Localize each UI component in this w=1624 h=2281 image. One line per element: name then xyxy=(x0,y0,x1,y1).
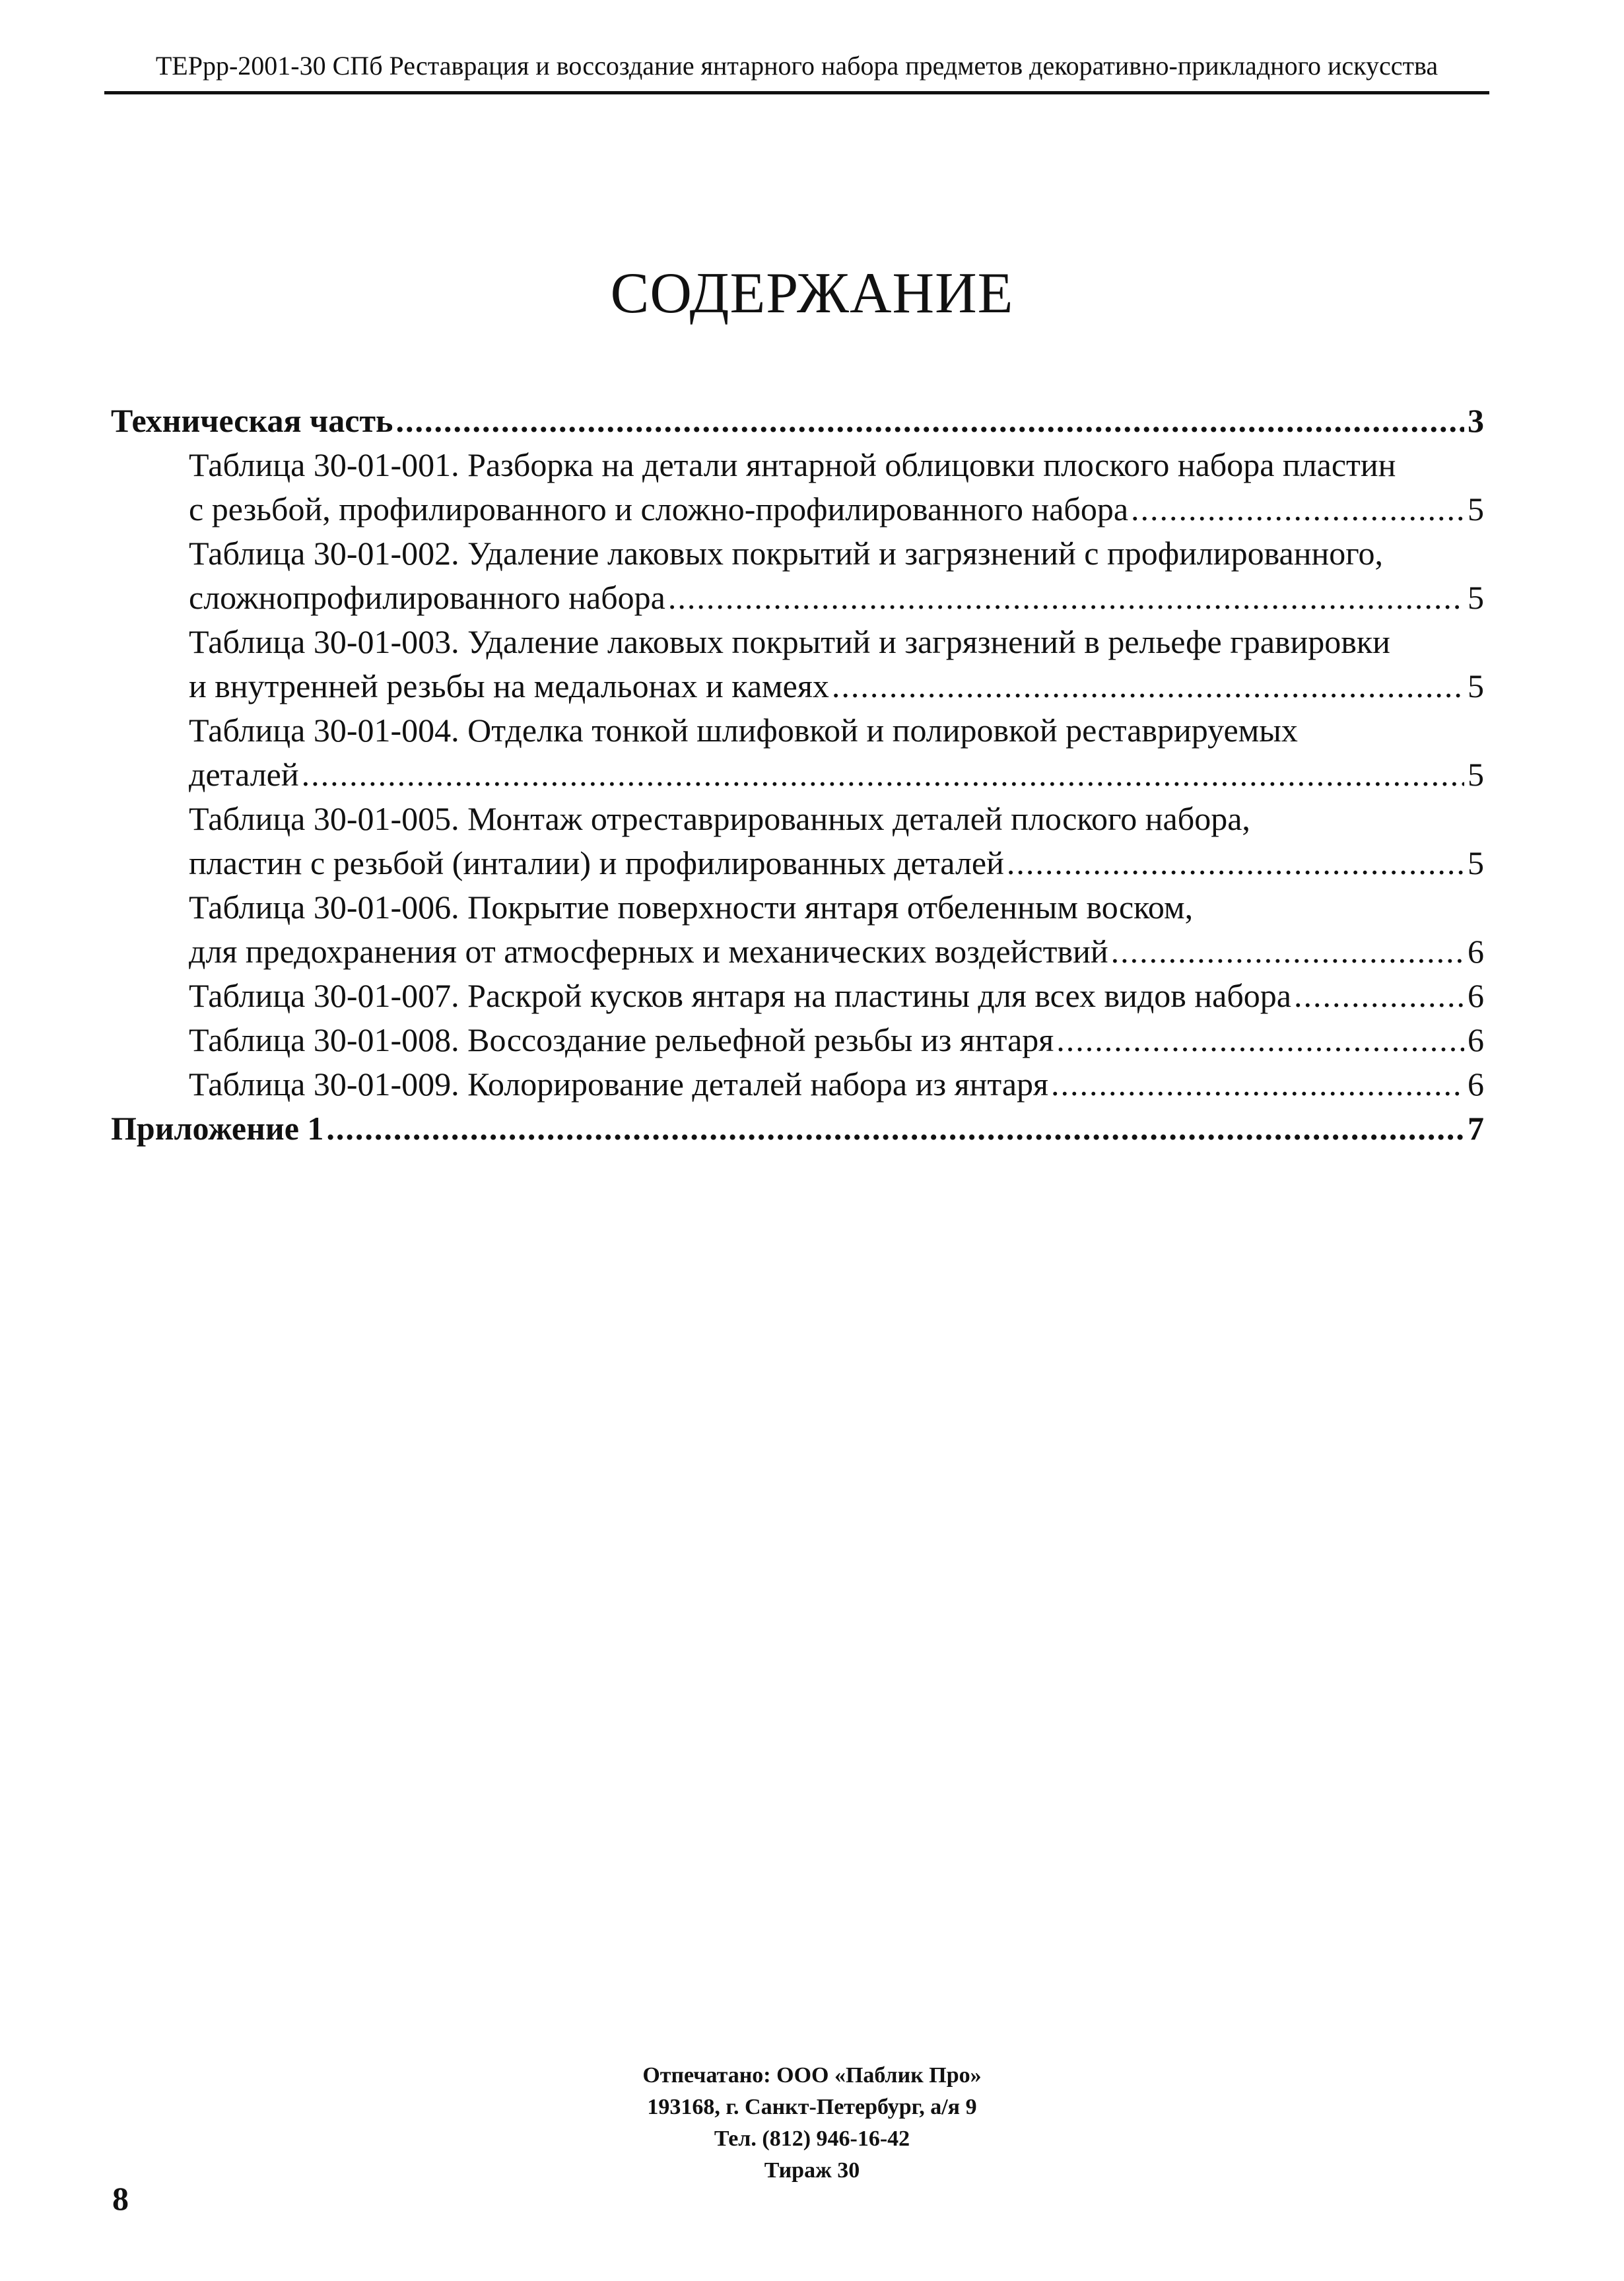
toc-entry-table-30-01-007[interactable] xyxy=(189,974,1484,1018)
toc-entry-label: Техническая часть xyxy=(111,402,393,439)
dot-leader xyxy=(668,576,1464,620)
toc-entry-label-line1: Таблица 30-01-002. Удаление лаковых покрытий и загрязнений с профилированного, xyxy=(189,535,1383,572)
toc-entry-label-line2: сложнопрофилированного набора xyxy=(189,579,665,616)
toc-entry-table-30-01-004[interactable] xyxy=(189,708,1484,797)
toc-entry-label-line1: Таблица 30-01-004. Отделка тонкой шлифовкой и полировкой реставрируемых xyxy=(189,712,1298,749)
toc-entry-table-30-01-009[interactable] xyxy=(189,1062,1484,1106)
toc-entry-label-line1: Таблица 30-01-003. Удаление лаковых покрытий и загрязнений в рельефе гравировки xyxy=(189,623,1390,660)
toc-entry-page: 6 xyxy=(1468,1066,1484,1103)
toc-entry-label-line1: Таблица 30-01-005. Монтаж отреставрированных деталей плоского набора, xyxy=(189,800,1250,837)
toc-entry-label-line2: деталей xyxy=(189,756,299,793)
toc-entry-label: Таблица 30-01-008. Воссоздание рельефной резьбы из янтаря xyxy=(189,1021,1054,1058)
toc-entry-label-line2: с резьбой, профилированного и сложно-профилированного набора xyxy=(189,491,1129,528)
dot-leader xyxy=(1111,930,1464,974)
dot-leader xyxy=(1294,974,1464,1018)
dot-leader xyxy=(1056,1018,1464,1062)
toc-entry-label-line2: для предохранения от атмосферных и механических воздействий xyxy=(189,933,1108,970)
toc-entry-page: 6 xyxy=(1468,977,1484,1014)
dot-leader xyxy=(1131,487,1464,531)
toc-entry-page: 6 xyxy=(1468,1021,1484,1058)
toc-entry-table-30-01-001[interactable] xyxy=(189,443,1484,531)
toc-entry-label-line1: Таблица 30-01-001. Разборка на детали янтарной облицовки плоского набора пластин xyxy=(189,446,1396,483)
toc-entry-technical-part[interactable] xyxy=(111,399,1484,443)
toc-entry-page: 3 xyxy=(1468,402,1484,439)
printer-imprint xyxy=(0,2060,1624,2187)
dot-leader xyxy=(395,399,1464,443)
imprint-circulation: Тираж 30 xyxy=(764,2158,860,2183)
header-rule xyxy=(104,91,1489,94)
toc-entry-table-30-01-005[interactable] xyxy=(189,797,1484,885)
imprint-address: 193168, г. Санкт-Петербург, а/я 9 xyxy=(647,2095,977,2119)
toc-entry-label: Приложение 1 xyxy=(111,1110,324,1147)
running-header: ТЕРрр-2001-30 СПб Реставрация и воссоздание янтарного набора предметов декоративно-прикладного искусства xyxy=(155,51,1438,81)
dot-leader xyxy=(1051,1062,1464,1106)
imprint-printed-by: Отпечатано: ООО «Паблик Про» xyxy=(642,2063,982,2088)
toc-entry-appendix-1[interactable] xyxy=(111,1106,1484,1151)
toc-entry-table-30-01-006[interactable] xyxy=(189,885,1484,974)
dot-leader xyxy=(832,664,1464,708)
table-of-contents xyxy=(111,399,1484,1151)
imprint-phone: Тел. (812) 946-16-42 xyxy=(714,2127,910,2151)
toc-entry-table-30-01-002[interactable] xyxy=(189,531,1484,620)
dot-leader xyxy=(326,1106,1464,1151)
toc-entry-page: 5 xyxy=(1468,579,1484,616)
toc-entry-page: 6 xyxy=(1468,933,1484,970)
toc-entry-label: Таблица 30-01-007. Раскрой кусков янтаря на пластины для всех видов набора xyxy=(189,977,1291,1014)
toc-entry-label-line2: пластин с резьбой (инталии) и профилированных деталей xyxy=(189,844,1004,881)
toc-entry-table-30-01-008[interactable] xyxy=(189,1018,1484,1062)
toc-entry-page: 7 xyxy=(1468,1110,1484,1147)
toc-entry-label-line1: Таблица 30-01-006. Покрытие поверхности янтаря отбеленным воском, xyxy=(189,889,1194,926)
dot-leader xyxy=(302,753,1464,797)
toc-entry-page: 5 xyxy=(1468,491,1484,528)
page-title: СОДЕРЖАНИЕ xyxy=(610,261,1014,325)
toc-entry-label: Таблица 30-01-009. Колорирование деталей набора из янтаря xyxy=(189,1066,1049,1103)
toc-entry-table-30-01-003[interactable] xyxy=(189,620,1484,708)
page-number: 8 xyxy=(112,2180,129,2217)
toc-entry-page: 5 xyxy=(1468,667,1484,704)
toc-entry-page: 5 xyxy=(1468,756,1484,793)
toc-entry-label-line2: и внутренней резьбы на медальонах и камеях xyxy=(189,667,829,704)
dot-leader xyxy=(1007,841,1464,885)
toc-entry-page: 5 xyxy=(1468,844,1484,881)
